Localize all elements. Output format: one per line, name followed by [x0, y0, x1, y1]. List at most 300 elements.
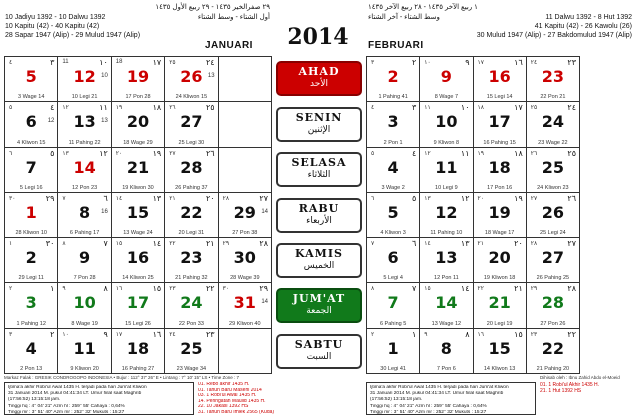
- gregorian-day: 6: [387, 248, 399, 268]
- hijri-day-alt: ١٦: [477, 331, 484, 338]
- note-line: 21. 1 Hut 1392 HS: [540, 388, 582, 394]
- hijri-day-alt: ١٩: [115, 105, 123, 112]
- hijri-day: ٩: [103, 329, 108, 339]
- day-cell[interactable]: [58, 283, 111, 328]
- day-cell[interactable]: [367, 283, 420, 328]
- pasaran-label: 18 Wage 29: [123, 139, 153, 146]
- feb-kapitu-range: 41 Kapitu (42) - 26 Kawolu (26): [534, 23, 632, 30]
- weekday-latin: RABU: [298, 201, 340, 215]
- day-cell[interactable]: [474, 148, 527, 193]
- hijri-day: ١٣: [152, 193, 162, 203]
- hijri-day-alt: ١٥: [115, 241, 123, 248]
- hijri-day-alt: ٢٠: [115, 150, 123, 157]
- hijri-day: ١٧: [152, 58, 162, 67]
- hijri-day: ٢٠: [514, 239, 523, 249]
- day-cell[interactable]: [367, 57, 420, 102]
- gregorian-day: 10: [73, 293, 96, 313]
- hijri-day: ٣: [411, 103, 417, 113]
- gregorian-day: 19: [488, 202, 511, 222]
- day-cell[interactable]: [367, 102, 420, 147]
- gregorian-day: 4: [387, 157, 399, 177]
- gregorian-day: 21: [488, 293, 511, 313]
- gregorian-day: 8: [79, 202, 91, 222]
- hijri-day-alt: ٣: [9, 331, 13, 338]
- gregorian-day: 29: [233, 202, 256, 222]
- pasaran-label: 4 Kliwon 15: [16, 139, 46, 146]
- hijri-day-alt: ١٣: [424, 195, 431, 202]
- day-cell[interactable]: [58, 57, 111, 102]
- hijri-day: ٢٤: [206, 58, 215, 67]
- day-cell[interactable]: [165, 57, 218, 102]
- hijri-day-alt: ٢٢: [477, 286, 484, 293]
- day-cell[interactable]: [112, 102, 165, 147]
- hijri-day: ٢: [50, 329, 55, 339]
- gregorian-day: 17: [126, 293, 150, 313]
- day-cell[interactable]: [219, 283, 272, 328]
- day-cell[interactable]: [527, 238, 580, 283]
- day-cell[interactable]: [367, 148, 420, 193]
- note-line: 01. 1 Robi'ul Akhir 1435 H.: [540, 382, 600, 388]
- hijri-day: ٦: [411, 239, 417, 249]
- pasaran-label: 2 Pon 13: [20, 365, 43, 372]
- pasaran-label: 8 Wage 7: [434, 94, 459, 101]
- hijri-day-alt: ١٠: [62, 331, 69, 338]
- weekday-arabic: الأربعاء: [306, 215, 332, 226]
- gregorian-day: 31: [233, 293, 256, 313]
- day-cell[interactable]: [165, 193, 218, 238]
- hijri-day: ٢٢: [567, 329, 576, 339]
- day-cell[interactable]: [367, 193, 420, 238]
- note-line: 01. Tahun Baru Masehi 2014: [198, 387, 262, 393]
- day-cell[interactable]: [58, 329, 111, 374]
- hijri-day: ٣: [50, 58, 55, 67]
- day-cell[interactable]: [165, 238, 218, 283]
- day-cell[interactable]: [5, 193, 58, 238]
- gregorian-day: 15: [126, 202, 150, 222]
- hijri-day: ٧: [103, 239, 108, 249]
- weekday-arabic: الجمعة: [306, 306, 332, 317]
- day-cell[interactable]: [420, 193, 473, 238]
- pasaran-label: 23 Wage 22: [538, 139, 568, 146]
- gregorian-day: 27: [180, 112, 203, 132]
- gregorian-day: 30: [233, 248, 256, 268]
- day-cell[interactable]: [112, 238, 165, 283]
- hijri-day: ٦: [103, 193, 108, 203]
- note-line: Ijtima'a akhir Robi'ul Awal 1435 H. terjadi pada hari Jum'at Kliwon: [8, 385, 147, 390]
- day-cell[interactable]: [527, 283, 580, 328]
- hijri-day-alt: ١٢: [424, 150, 431, 157]
- weekday-latin: AHAD: [298, 65, 340, 79]
- hijri-day-alt: ٢٥: [530, 105, 538, 112]
- february-calendar-grid: [366, 56, 580, 374]
- empty-cell: [219, 148, 272, 193]
- pasaran-label: 28 Kliwon 10: [15, 230, 47, 237]
- hijri-day-alt: ٤: [9, 60, 13, 66]
- note-line: 01. Rebo akhir 1435 H.: [198, 382, 250, 387]
- gregorian-day: 1: [25, 202, 37, 222]
- weekday-arabic: الإثنين: [307, 124, 331, 135]
- gregorian-day: 2: [387, 67, 399, 86]
- gregorian-day: 28: [541, 293, 564, 313]
- hijri-day-alt: ١٥: [424, 286, 431, 293]
- gregorian-day: 14: [73, 157, 96, 177]
- gregorian-day: 11: [435, 157, 458, 177]
- pasaran-label: 13 Wage 12: [431, 320, 462, 327]
- day-cell[interactable]: [527, 57, 580, 102]
- day-cell[interactable]: [165, 148, 218, 193]
- pasaran-label: 10 Legi 9: [435, 184, 458, 191]
- day-cell[interactable]: [420, 238, 473, 283]
- weekday-senin: [276, 107, 362, 142]
- pasaran-label: 12 Pon 11: [434, 275, 459, 282]
- hijri-day-alt: ١٧: [477, 60, 484, 66]
- gregorian-day: 22: [180, 202, 203, 222]
- hijri-day-alt: ٦: [371, 195, 375, 202]
- day-cell[interactable]: [420, 329, 473, 374]
- day-cell[interactable]: [165, 283, 218, 328]
- day-cell[interactable]: [219, 193, 272, 238]
- note-line: 31 Januari 2014 M. pukul 04:41:34 LT. Umur hilal saat Maghrib: [370, 391, 504, 397]
- hijri-day-alt: ٢١: [477, 241, 484, 248]
- pasaran-label: 29 Legi 11: [18, 275, 44, 282]
- pasaran-label: 5 Legi 16: [19, 184, 43, 191]
- gregorian-day: 17: [488, 112, 511, 132]
- gregorian-day: 20: [126, 112, 150, 132]
- pasaran-label: 2 Pon 1: [383, 139, 403, 146]
- hijri-day: ١١: [99, 103, 108, 113]
- day-cell[interactable]: [112, 193, 165, 238]
- javanese-day: 13: [101, 118, 108, 125]
- day-cell[interactable]: [474, 283, 527, 328]
- hijri-day-alt: ١١: [424, 105, 431, 112]
- jan-month-title: JANUARI: [205, 40, 253, 51]
- hijri-day-alt: ٣٠: [222, 286, 230, 293]
- hijri-day: ١٤: [460, 284, 470, 294]
- hijri-day: ١٥: [152, 284, 162, 294]
- pasaran-label: 7 Pon 6: [436, 365, 456, 372]
- day-cell[interactable]: [420, 57, 473, 102]
- empty-cell: [219, 57, 272, 102]
- hijri-day: ٢٧: [259, 193, 268, 203]
- gregorian-day: 11: [73, 338, 96, 358]
- pasaran-label: 11 Pahing 10: [430, 230, 463, 237]
- hijri-day: ١٢: [99, 148, 108, 158]
- day-cell[interactable]: [474, 238, 527, 283]
- day-cell[interactable]: [474, 57, 527, 102]
- pasaran-label: 14 Kliwon 13: [483, 365, 516, 372]
- gregorian-day: 25: [541, 157, 564, 177]
- hijri-day: ١: [50, 284, 55, 294]
- hijri-day-alt: ٢٤: [169, 331, 176, 338]
- note-line: 14. Peringatan Maulid 1435 H.: [198, 398, 266, 404]
- gregorian-day: 22: [541, 338, 564, 358]
- hijri-day: ٥: [50, 148, 55, 158]
- javanese-day: 14: [261, 208, 268, 215]
- gregorian-day: 18: [126, 338, 150, 358]
- weekday-latin: SENIN: [295, 110, 343, 124]
- day-cell[interactable]: [527, 148, 580, 193]
- hijri-day-alt: ٢٠: [477, 195, 484, 202]
- note-line: (17:56:52) 13:15:18 jam.: [370, 397, 423, 403]
- hijri-day-alt: ٢٧: [530, 195, 538, 202]
- hijri-day-alt: ١٤: [424, 241, 431, 248]
- hijri-day-alt: ٨: [371, 286, 375, 293]
- jan-season-range-right: أول الشتاء - وسط الشتاء: [197, 14, 270, 21]
- pasaran-label: 30 Legi 41: [380, 365, 406, 372]
- pasaran-label: 26 Pahing 25: [536, 275, 570, 282]
- note-line: Ijtima'a akhir Robi'ul Awal 1435 H. terjadi pada hari Jum'at Kliwon: [370, 385, 509, 390]
- gregorian-day: 6: [25, 112, 37, 132]
- hijri-day: ١٠: [460, 103, 470, 113]
- day-cell[interactable]: [420, 148, 473, 193]
- gregorian-day: 5: [25, 67, 37, 86]
- hijri-day-alt: ٧: [62, 195, 66, 202]
- pasaran-label: 15 Legi 14: [486, 94, 513, 101]
- weekday-latin: SABTU: [294, 337, 344, 351]
- hijri-day: ٣٠: [45, 239, 55, 249]
- hijri-day: ٨: [103, 284, 108, 294]
- gregorian-day: 10: [435, 112, 458, 132]
- hijri-day: ٢٠: [206, 193, 215, 203]
- weekday-arabic: الثلاثاء: [307, 170, 331, 181]
- gregorian-day: 25: [180, 338, 203, 358]
- feb-season-range-arab: وسط الشتاء - آخر الشتاء: [368, 14, 440, 21]
- pasaran-label: 20 Legi 31: [178, 230, 205, 237]
- pasaran-label: 26 Pahing 37: [175, 184, 208, 191]
- pasaran-label: 11 Pahing 22: [68, 139, 101, 146]
- day-cell[interactable]: [527, 193, 580, 238]
- gregorian-day: 23: [541, 67, 564, 86]
- day-cell[interactable]: [219, 238, 272, 283]
- hijri-day-alt: ٢٤: [530, 60, 538, 66]
- hijri-day: ٨: [465, 329, 470, 339]
- hijri-day-alt: ١٠: [424, 60, 431, 66]
- feb-hijri-range: ١ ربيع الآخر ١٤٣٥ - ٢٨ ربيع الآخر ١٤٣٥: [368, 4, 478, 11]
- jan-kapitu-range: 10 Kapitu (42) - 40 Kapitu (42): [5, 23, 100, 30]
- hijri-day-alt: ٢٣: [530, 331, 538, 338]
- note-line: Tinggi mr : 3° 51' 40" Azm mr : 252° 32' Mukuts : 15:27: [8, 409, 125, 415]
- jan-season-range-left: 10 Jadiyu 1392 - 10 Dalwu 1392: [5, 14, 106, 21]
- hijri-day: ٢٩: [45, 193, 55, 203]
- feb-event-list: [540, 382, 636, 394]
- weekday-arabic: الأحد: [310, 79, 328, 90]
- hijri-day-alt: ٢: [9, 286, 13, 293]
- gregorian-day: 12: [73, 67, 96, 86]
- hijri-day-alt: ٢٨: [222, 195, 230, 202]
- note-line: 03. 1 Robi'ul Awal 1435 H.: [198, 393, 257, 399]
- pasaran-label: 17 Pon 16: [487, 184, 513, 191]
- pasaran-label: 10 Legi 21: [71, 94, 98, 101]
- day-cell[interactable]: [5, 283, 58, 328]
- hijri-day: ٥: [411, 193, 417, 203]
- gregorian-day: 16: [488, 67, 511, 86]
- weekday-sabtu: [276, 334, 362, 369]
- hijri-day-alt: ٨: [62, 241, 66, 248]
- hijri-day: ٤: [411, 148, 417, 158]
- day-cell[interactable]: [420, 102, 473, 147]
- hijri-day-alt: ٩: [62, 286, 66, 293]
- pasaran-label: 6 Pahing 17: [69, 230, 100, 237]
- gregorian-day: 14: [435, 293, 458, 313]
- day-cell[interactable]: [367, 238, 420, 283]
- gregorian-day: 3: [25, 293, 37, 313]
- year-title: 2014: [287, 24, 349, 50]
- weekday-kamis: [276, 243, 362, 278]
- weekday-arabic: الخميس: [303, 260, 335, 271]
- jan-event-list: [198, 382, 278, 416]
- hijri-day-alt: ٤: [371, 105, 375, 112]
- day-cell[interactable]: [474, 329, 527, 374]
- pasaran-label: 29 Kliwon 40: [229, 320, 261, 327]
- jan-hijri-range: ٢٩ صفرالخير ١٤٣٥ - ٢٩ ربيع الأول ١٤٣٥: [155, 4, 270, 11]
- gregorian-day: 9: [79, 248, 91, 268]
- gregorian-day: 19: [126, 67, 150, 86]
- pasaran-label: 22 Pon 33: [178, 320, 204, 327]
- pasaran-label: 28 Wage 39: [230, 275, 260, 282]
- pasaran-label: 4 Kliwon 3: [380, 230, 406, 237]
- hijri-day: ٩: [465, 58, 470, 67]
- hijri-day-alt: ٢١: [169, 195, 176, 202]
- pasaran-label: 19 Kliwon 30: [122, 184, 154, 191]
- weekday-selasa: [276, 152, 362, 187]
- day-cell[interactable]: [5, 238, 58, 283]
- pasaran-label: 9 Kliwon 8: [433, 139, 460, 146]
- pasaran-label: 27 Pon 38: [232, 230, 258, 237]
- pasaran-label: 17 Pon 28: [125, 94, 151, 101]
- gregorian-day: 15: [488, 338, 511, 358]
- hijri-day: ٢٥: [206, 103, 215, 113]
- pasaran-label: 15 Legi 26: [125, 320, 151, 327]
- pasaran-label: 1 Pahing 12: [16, 320, 46, 327]
- day-cell[interactable]: [58, 148, 111, 193]
- pasaran-label: 22 Pon 21: [540, 94, 566, 101]
- day-cell[interactable]: [367, 329, 420, 374]
- hijri-day-alt: ٥: [9, 105, 13, 112]
- hijri-day: ٤: [50, 103, 55, 113]
- hijri-day: ٢٨: [259, 239, 268, 249]
- hijri-day: ١٦: [152, 329, 162, 339]
- hijri-day-alt: ٢٦: [169, 105, 176, 112]
- pasaran-label: 25 Legi 30: [178, 139, 205, 146]
- gregorian-day: 28: [180, 157, 203, 177]
- hijri-day: ٢٣: [567, 58, 576, 67]
- javanese-day: 10: [101, 73, 108, 79]
- note-line: 22. 10 Jakasi 1392 HS: [198, 404, 249, 410]
- hijri-day-alt: ٧: [371, 241, 375, 248]
- gregorian-day: 3: [387, 112, 399, 132]
- day-cell[interactable]: [474, 193, 527, 238]
- hijri-day: ١٨: [514, 148, 523, 158]
- weekday-latin: KAMIS: [295, 246, 343, 260]
- hijri-day-alt: ٢٧: [169, 150, 176, 157]
- empty-cell: [219, 329, 272, 374]
- hijri-day-alt: ١٤: [115, 195, 123, 202]
- day-cell[interactable]: [58, 102, 111, 147]
- pasaran-label: 14 Kliwon 25: [122, 275, 154, 282]
- day-cell[interactable]: [527, 102, 580, 147]
- day-cell[interactable]: [112, 148, 165, 193]
- hijri-day: ٢٤: [567, 103, 576, 113]
- hijri-day: ٢٩: [259, 284, 268, 294]
- gregorian-day: 26: [541, 202, 564, 222]
- pasaran-label: 13 Wage 24: [123, 230, 153, 237]
- day-cell[interactable]: [165, 102, 218, 147]
- day-cell[interactable]: [58, 193, 111, 238]
- hijri-day-alt: ٢٩: [222, 241, 230, 248]
- hijri-day: ٢١: [206, 239, 215, 249]
- gregorian-day: 23: [180, 248, 203, 268]
- day-cell[interactable]: [112, 57, 165, 102]
- hijri-day: ٧: [411, 284, 417, 294]
- hijri-day-alt: ١: [9, 241, 13, 248]
- hijri-day-alt: ٣: [371, 60, 375, 66]
- day-cell[interactable]: [5, 329, 58, 374]
- pasaran-label: 23 Wage 34: [176, 365, 207, 372]
- gregorian-day: 16: [126, 248, 150, 268]
- gregorian-day: 13: [435, 248, 458, 268]
- pasaran-label: 19 Kliwon 18: [483, 275, 516, 282]
- day-cell[interactable]: [5, 57, 58, 102]
- gregorian-day: 7: [387, 293, 399, 313]
- note-line: 31 Januari 2014 M. pukul 04:41:34 LT. Umur hilal saat Maghrib: [8, 391, 142, 397]
- hijri-day-alt: 18: [115, 59, 123, 65]
- day-cell[interactable]: [5, 148, 58, 193]
- gregorian-day: 27: [541, 248, 564, 268]
- pasaran-label: 25 Legi 24: [540, 230, 566, 237]
- day-cell[interactable]: [527, 329, 580, 374]
- jan-ijtima-note: [4, 382, 194, 415]
- january-calendar-grid: [4, 56, 272, 374]
- hijri-day: ١٢: [460, 193, 470, 203]
- hijri-day: ٢٢: [206, 284, 215, 294]
- empty-cell: [219, 102, 272, 147]
- weekday-arabic: السبت: [306, 351, 332, 362]
- hijri-day-alt: ١٨: [477, 105, 484, 112]
- weekday-latin: SELASA: [291, 156, 347, 170]
- day-cell[interactable]: [165, 329, 218, 374]
- gregorian-day: 20: [488, 248, 511, 268]
- day-cell[interactable]: [112, 283, 165, 328]
- pasaran-label: 7 Pon 28: [73, 275, 96, 282]
- pasaran-label: 20 Legi 19: [486, 320, 513, 327]
- gregorian-day: 7: [25, 157, 37, 177]
- hijri-day-alt: ٢٦: [530, 150, 538, 157]
- day-cell[interactable]: [474, 102, 527, 147]
- hijri-day-alt: ٢٨: [530, 241, 538, 248]
- hijri-day: ١٨: [152, 103, 162, 113]
- note-line: 31. Tahun Baru Imlek 2565 (Kuda): [198, 409, 275, 415]
- pasaran-label: 9 Kliwon 20: [70, 365, 99, 372]
- hijri-day: ٢: [411, 58, 417, 67]
- day-cell[interactable]: [420, 283, 473, 328]
- hijri-day: ١٠: [99, 58, 108, 67]
- hijri-day-alt: ٢٥: [169, 60, 176, 66]
- pasaran-label: 8 Wage 19: [71, 320, 98, 327]
- hijri-day: ٢٨: [567, 284, 576, 294]
- gregorian-day: 13: [73, 112, 96, 132]
- hijri-day-alt: ٢٩: [530, 286, 538, 293]
- day-cell[interactable]: [5, 102, 58, 147]
- pasaran-label: 16 Pahing 15: [483, 139, 516, 146]
- hijri-day-alt: ٦: [9, 150, 13, 157]
- pasaran-label: 3 Wage 2: [381, 184, 405, 191]
- day-cell[interactable]: [58, 238, 111, 283]
- hijri-day-alt: ١٩: [477, 150, 484, 157]
- note-line: (17:56:52) 13:15:18 jam.: [8, 397, 61, 403]
- gregorian-day: 26: [180, 67, 203, 86]
- gregorian-day: 4: [25, 338, 37, 358]
- day-cell[interactable]: [112, 329, 165, 374]
